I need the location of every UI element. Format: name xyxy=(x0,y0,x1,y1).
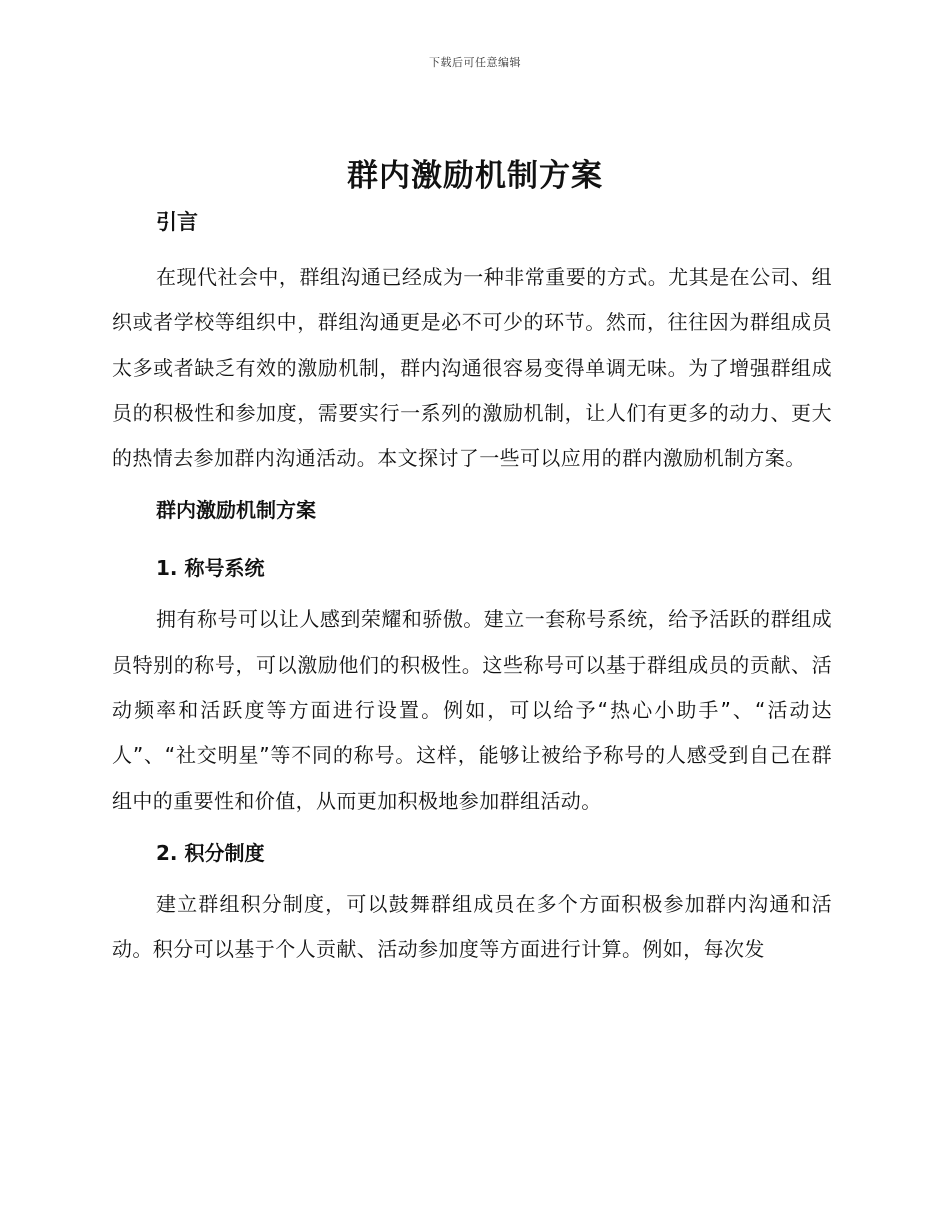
section-heading: 群内激励机制方案 xyxy=(156,498,316,523)
page-header-note: 下载后可任意编辑 xyxy=(429,56,521,69)
item2-paragraph: 建立群组积分制度，可以鼓舞群组成员在多个方面积极参加群内沟通和活动。积分可以基于个人贡献、活动参加度等方面进行计算。例如，每次发 xyxy=(112,891,832,962)
intro-heading: 引言 xyxy=(156,210,198,234)
item2-heading: 2. 积分制度 xyxy=(156,840,265,865)
item1-heading: 1. 称号系统 xyxy=(156,556,265,581)
document-title: 群内激励机制方案 xyxy=(347,158,603,194)
spacer xyxy=(112,244,832,255)
intro-paragraph: 在现代社会中，群组沟通已经成为一种非常重要的方式。尤其是在公司、组织或者学校等组织中，群组沟通更是必不可少的环节。然而，往往因为群组成员太多或者缺乏有效的激励机制，群内沟通很容易变得单调无味。为了增强群组成员的积极性和参加度，需要实行一系列的激励机制，让人们有更多的动力、更大的热情去参加群内沟通活动。本文探讨了一些可以应用的群内激励机制方案。 xyxy=(112,265,832,471)
document-body xyxy=(112,200,832,973)
item1-paragraph: 拥有称号可以让人感到荣耀和骄傲。建立一套称号系统，给予活跃的群组成员特别的称号，可以激励他们的积极性。这些称号可以基于群组成员的贡献、活动频率和活跃度等方面进行设置。例如，可以给予“热心小助手”、“活动达人”、“社交明星”等不同的称号。这样，能够让被给予称号的人感受到自己在群组中的重要性和价值，从而更加积极地参加群组活动。 xyxy=(112,607,832,813)
